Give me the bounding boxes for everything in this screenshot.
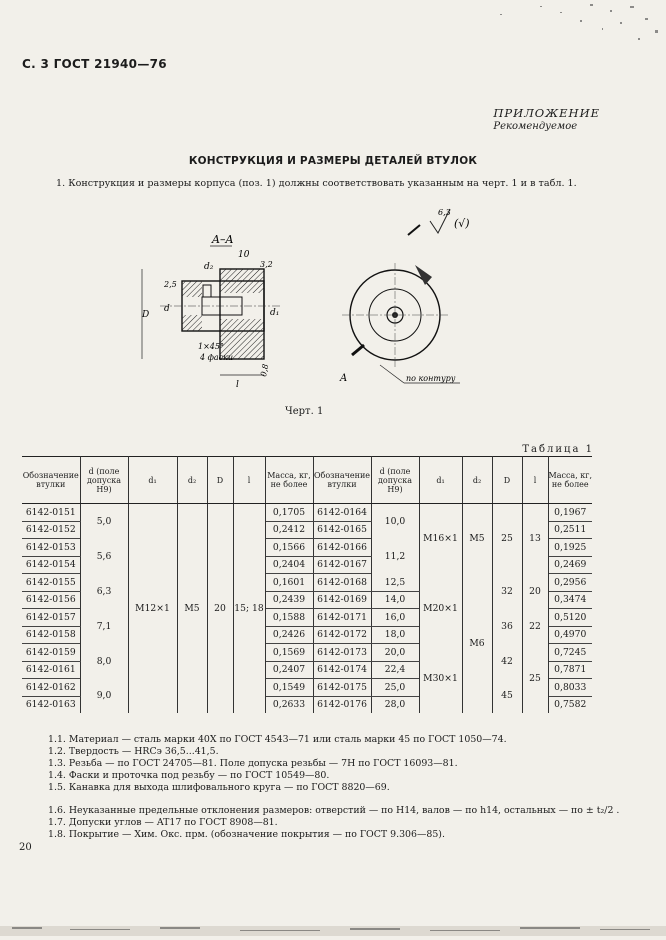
cell-l: 25 xyxy=(522,644,548,714)
cell-l: 20 xyxy=(522,574,548,609)
col-mass-2: Масса, кг, не более xyxy=(548,457,592,504)
col-d: d (поле допуска H9) xyxy=(80,457,128,504)
cell-mass: 0,2469 xyxy=(548,556,592,574)
cell-mass: 0,1925 xyxy=(548,539,592,557)
technical-drawing xyxy=(120,205,480,409)
cell-d: 10,0 xyxy=(371,504,419,539)
cell-code: 6142-0161 xyxy=(22,661,80,679)
cell-mass: 0,3474 xyxy=(548,591,592,609)
cell-mass: 0,7582 xyxy=(548,696,592,713)
cell-mass: 0,2412 xyxy=(265,521,313,539)
section-title: КОНСТРУКЦИЯ И РАЗМЕРЫ ДЕТАЛЕЙ ВТУЛОК xyxy=(188,155,478,167)
cell-l: 13 xyxy=(522,504,548,574)
table-row xyxy=(22,504,592,522)
col-mass: Масса, кг, не более xyxy=(265,457,313,504)
surface-3-2: 3,2 xyxy=(260,260,273,269)
page-number: 20 xyxy=(19,842,32,853)
cell-D: 25 xyxy=(492,504,522,574)
cell-d2: M5 xyxy=(177,504,207,714)
scan-noise-top xyxy=(380,0,666,50)
cell-d: 11,2 xyxy=(371,539,419,574)
table-row xyxy=(22,574,592,592)
cell-D: 45 xyxy=(492,679,522,714)
col-l-2: l xyxy=(522,457,548,504)
cell-code: 6142-0172 xyxy=(313,626,371,644)
note-1-4: 1.4. Фаски и проточка под резьбу — по ГОСТ 10549—80. xyxy=(48,770,330,781)
cell-mass: 0,2956 xyxy=(548,574,592,592)
note-1-5: 1.5. Канавка для выхода шлифовального круга — по ГОСТ 8820—69. xyxy=(48,782,390,793)
label-chamfer-size: 1×45° xyxy=(198,342,224,351)
appendix-label xyxy=(493,106,600,132)
cell-l: 15; 18 xyxy=(233,504,265,714)
label-chamfers: 4 фаски xyxy=(200,353,234,362)
cell-code: 6142-0158 xyxy=(22,626,80,644)
col-d1: d₁ xyxy=(128,457,177,504)
cell-mass: 0,2426 xyxy=(265,626,313,644)
label-2-5: 2,5 xyxy=(164,280,177,289)
cell-mass: 0,1549 xyxy=(265,679,313,697)
cell-code: 6142-0175 xyxy=(313,679,371,697)
appendix-subtitle: Рекомендуемое xyxy=(493,121,578,132)
col-code-2: Обозначение втулки xyxy=(313,457,371,504)
section-label: A–A xyxy=(212,233,234,246)
roughness-bracket: (√) xyxy=(454,217,470,230)
cell-d: 5,6 xyxy=(80,539,128,574)
paragraph-1: 1. Конструкция и размеры корпуса (поз. 1) должны соответствовать указанным на черт. 1 и в табл. 1. xyxy=(56,178,577,189)
cell-d: 12,5 xyxy=(371,574,419,592)
cell-code: 6142-0163 xyxy=(22,696,80,713)
cell-mass: 0,4970 xyxy=(548,626,592,644)
surface-0-8: 0,8 xyxy=(259,363,271,378)
table-header-row xyxy=(22,457,592,504)
cell-mass: 0,1588 xyxy=(265,609,313,627)
cell-code: 6142-0152 xyxy=(22,521,80,539)
cell-code: 6142-0173 xyxy=(313,644,371,662)
cell-d2: M6 xyxy=(462,574,492,714)
col-D-2: D xyxy=(492,457,522,504)
cell-d: 16,0 xyxy=(371,609,419,627)
parts-table xyxy=(22,456,592,713)
cell-d2: M5 xyxy=(462,504,492,574)
cell-d: 25,0 xyxy=(371,679,419,697)
col-D: D xyxy=(207,457,233,504)
cell-D: 36 xyxy=(492,609,522,644)
roughness-6-3: 6,3 xyxy=(438,208,451,217)
col-d2: d₂ xyxy=(177,457,207,504)
cell-mass: 0,1566 xyxy=(265,539,313,557)
cell-d1: M30×1 xyxy=(419,644,462,714)
cell-mass: 0,2439 xyxy=(265,591,313,609)
contour-note: по контуру xyxy=(406,374,456,383)
label-l: l xyxy=(236,380,239,390)
table-row xyxy=(22,679,592,697)
cell-d: 9,0 xyxy=(80,679,128,714)
cell-code: 6142-0174 xyxy=(313,661,371,679)
cell-l: 22 xyxy=(522,609,548,644)
col-d1-2: d₁ xyxy=(419,457,462,504)
cell-d1: M20×1 xyxy=(419,574,462,644)
table-label: Таблица 1 xyxy=(522,444,594,455)
label-d1: d₁ xyxy=(270,308,280,318)
table-row xyxy=(22,644,592,662)
cell-d: 28,0 xyxy=(371,696,419,713)
note-1-8: 1.8. Покрытие — Хим. Окс. прм. (обозначение покрытия — по ГОСТ 9.306—85). xyxy=(48,829,445,840)
note-1-6: 1.6. Неуказанные предельные отклонения размеров: отверстий — по H14, валов — по h14, остальных — по ± t₂/2 . xyxy=(48,805,620,816)
cell-code: 6142-0157 xyxy=(22,609,80,627)
label-d2: d₂ xyxy=(204,262,214,272)
cell-d: 5,0 xyxy=(80,504,128,539)
cell-d: 18,0 xyxy=(371,626,419,644)
cell-mass: 0,2404 xyxy=(265,556,313,574)
label-d: d xyxy=(164,304,170,314)
cell-code: 6142-0156 xyxy=(22,591,80,609)
cell-mass: 0,2633 xyxy=(265,696,313,713)
cell-code: 6142-0168 xyxy=(313,574,371,592)
cell-code: 6142-0155 xyxy=(22,574,80,592)
table-row xyxy=(22,609,592,627)
cell-mass: 0,8033 xyxy=(548,679,592,697)
cell-D: 42 xyxy=(492,644,522,679)
cell-D: 20 xyxy=(207,504,233,714)
cell-code: 6142-0169 xyxy=(313,591,371,609)
cell-d: 6,3 xyxy=(80,574,128,609)
cell-mass: 0,2407 xyxy=(265,661,313,679)
cell-d1: M12×1 xyxy=(128,504,177,714)
arrow-A-label: A xyxy=(340,373,348,384)
cell-mass: 0,1705 xyxy=(265,504,313,522)
col-l: l xyxy=(233,457,265,504)
cell-d: 20,0 xyxy=(371,644,419,662)
cell-code: 6142-0167 xyxy=(313,556,371,574)
cell-code: 6142-0164 xyxy=(313,504,371,522)
note-1-2: 1.2. Твердость — HRCэ 36,5...41,5. xyxy=(48,746,219,757)
cell-d: 7,1 xyxy=(80,609,128,644)
cell-code: 6142-0153 xyxy=(22,539,80,557)
cell-code: 6142-0162 xyxy=(22,679,80,697)
cell-code: 6142-0166 xyxy=(313,539,371,557)
scan-noise-bottom xyxy=(0,918,666,936)
col-code: Обозначение втулки xyxy=(22,457,80,504)
cell-mass: 0,2511 xyxy=(548,521,592,539)
note-1-7: 1.7. Допуски углов — AT17 по ГОСТ 8908—81. xyxy=(48,817,278,828)
cell-d: 14,0 xyxy=(371,591,419,609)
cell-d: 22,4 xyxy=(371,661,419,679)
cell-mass: 0,7245 xyxy=(548,644,592,662)
cell-D: 32 xyxy=(492,574,522,609)
cell-code: 6142-0171 xyxy=(313,609,371,627)
cell-d: 8,0 xyxy=(80,644,128,679)
label-D: D xyxy=(142,310,150,320)
col-d-2: d (поле допуска H9) xyxy=(371,457,419,504)
label-10: 10 xyxy=(238,250,250,260)
cell-code: 6142-0159 xyxy=(22,644,80,662)
cell-mass: 0,1967 xyxy=(548,504,592,522)
cell-mass: 0,1601 xyxy=(265,574,313,592)
figure-caption: Черт. 1 xyxy=(285,406,324,417)
cell-mass: 0,5120 xyxy=(548,609,592,627)
cell-mass: 0,1569 xyxy=(265,644,313,662)
note-1-3: 1.3. Резьба — по ГОСТ 24705—81. Поле допуска резьбы — 7H по ГОСТ 16093—81. xyxy=(48,758,458,769)
col-d2-2: d₂ xyxy=(462,457,492,504)
document-header: С. 3 ГОСТ 21940—76 xyxy=(22,57,167,71)
cell-code: 6142-0165 xyxy=(313,521,371,539)
note-1-1: 1.1. Материал — сталь марки 40Х по ГОСТ 4543—71 или сталь марки 45 по ГОСТ 1050—74. xyxy=(48,734,507,745)
notes-list xyxy=(48,734,619,841)
appendix-title: ПРИЛОЖЕНИЕ xyxy=(493,106,600,120)
cell-code: 6142-0151 xyxy=(22,504,80,522)
cell-d1: M16×1 xyxy=(419,504,462,574)
cell-code: 6142-0154 xyxy=(22,556,80,574)
cell-mass: 0,7871 xyxy=(548,661,592,679)
cell-code: 6142-0176 xyxy=(313,696,371,713)
